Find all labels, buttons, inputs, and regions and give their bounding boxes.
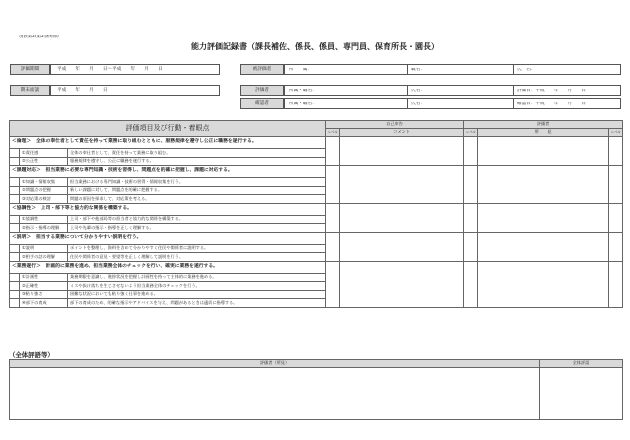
item-description: 業務期限を意識し、進捗状況を把握し計画性を持って主体的に業務を進める。 (68, 273, 326, 282)
evaluator-level-header-2: レベル (609, 129, 623, 137)
confirmer-fields (284, 98, 621, 109)
indent-cell (10, 157, 20, 166)
evaluatee-fields (284, 64, 621, 75)
item-description: 全体の奉仕者として、責任を持って業務に取り組む。 (68, 149, 326, 158)
indent-cell (10, 215, 20, 224)
indent-cell (10, 299, 20, 308)
eval-date-label: 評価日：平成 年 月 日 (517, 89, 586, 93)
evaluator-name-label: 氏名： (411, 89, 425, 93)
evaluator-level-2-cell[interactable] (609, 261, 623, 307)
item-description: 上司・部下や他部局等の担当者と協力的な関係を構築する。 (68, 215, 326, 224)
evaluatee-position-label: 職名： (411, 68, 425, 72)
item-description: 服務規律を遵守し、公正に職務を遂行する。 (68, 157, 326, 166)
indent-cell (10, 244, 20, 253)
period-label: 評価期間 (10, 64, 50, 75)
indent-cell (10, 195, 20, 204)
self-level-cell[interactable] (326, 232, 340, 261)
evaluator-opinion-cell[interactable] (478, 261, 609, 307)
indent-cell (10, 253, 20, 262)
indent-cell (10, 178, 20, 187)
item-description: 部下の育成のため、的確な指示やアドバイスを与え、問題があるときは適切に指導する。 (68, 299, 326, 308)
self-level-cell[interactable] (326, 137, 340, 166)
item-name: ②相手の話の理解 (20, 253, 68, 262)
category-title: ＜協調性＞ 上司・部下等と協力的な関係を構築する。 (10, 203, 326, 215)
item-description: 問題の原因を探求して、対応策を考える。 (68, 195, 326, 204)
items-header: 評価項目及び行動・着眼点 (10, 121, 326, 137)
item-description: 上司や先輩の指示・指導を正しく理解する。 (68, 224, 326, 233)
overall-opinion-cell[interactable] (10, 368, 540, 420)
item-description: 住民や関係者の意見・要望等を正しく理解して説明を行う。 (68, 253, 326, 262)
evaluatee-name-label: 氏 名： (517, 68, 536, 72)
item-name: ②問題点の把握 (20, 186, 68, 195)
overall-section-title: （全体評語等） (9, 351, 54, 359)
self-level-cell[interactable] (326, 203, 340, 232)
evaluation-table (9, 120, 623, 308)
evaluator-label: 評価者 (240, 85, 284, 96)
interview-label: 期末面談 (10, 85, 50, 96)
page-title: 能力評価記録書（課長補佐、係長、係員、専門員、保育所長・園長） (191, 42, 439, 51)
evaluator-dept-label: 所属・職名： (289, 89, 317, 93)
item-name: ①協調性 (20, 215, 68, 224)
indent-cell (10, 186, 20, 195)
overall-table (9, 359, 623, 420)
evaluator-level-cell[interactable] (464, 166, 478, 204)
category-title: ＜説明＞ 担当する業務について分かりやすい説明を行う。 (10, 232, 326, 244)
item-name: ①知識・情報収集 (20, 178, 68, 187)
self-comment-cell[interactable] (340, 203, 464, 232)
evaluator-level-cell[interactable] (464, 232, 478, 261)
confirm-date-label: 確認日：平成 年 月 日 (517, 102, 586, 106)
evaluator-fields (284, 85, 621, 96)
evaluator-opinion-cell[interactable] (478, 203, 609, 232)
self-level-cell[interactable] (326, 166, 340, 204)
indent-cell (10, 282, 20, 291)
item-name: ②正確性 (20, 282, 68, 291)
category-title: ＜課題対応＞ 担当業務に必要な専門知識・技術を習得し、問題点を的確に把握し、課題に対応する。 (10, 166, 326, 178)
item-name: ①計画性 (20, 273, 68, 282)
evaluatee-label: 被評価者 (240, 64, 284, 75)
indent-cell (10, 290, 20, 299)
interview-value[interactable]: 平成 年 月 日 (50, 85, 220, 96)
indent-cell (10, 149, 20, 158)
item-description: ポイントを整理し、資料を含めて分かりやすく住民や関係者に説明する。 (68, 244, 326, 253)
confirmer-name-label: 氏名： (411, 102, 425, 106)
self-comment-cell[interactable] (340, 166, 464, 204)
self-level-header: レベル (326, 129, 340, 137)
item-name: ②公正性 (20, 157, 68, 166)
overall-grade-cell[interactable] (540, 368, 623, 420)
evaluator-opinion-cell[interactable] (478, 166, 609, 204)
self-comment-cell[interactable] (340, 261, 464, 307)
evaluator-level-2-cell[interactable] (609, 137, 623, 166)
item-name: ①責任感 (20, 149, 68, 158)
self-comment-cell[interactable] (340, 137, 464, 166)
evaluator-level-2-cell[interactable] (609, 232, 623, 261)
opinion-header: 所 見 (478, 129, 609, 137)
item-name: ④部下の育成 (20, 299, 68, 308)
item-description: 担当業務における専門知識・技術の習得・情報収集を行う。 (68, 178, 326, 187)
item-name: ③対応策の検討 (20, 195, 68, 204)
self-level-cell[interactable] (326, 261, 340, 307)
evaluator-level-cell[interactable] (464, 137, 478, 166)
evaluator-level-2-cell[interactable] (609, 203, 623, 232)
evaluator-level-header: レベル (464, 129, 478, 137)
indent-cell (10, 224, 20, 233)
confirmer-label: 確認者 (240, 98, 284, 109)
item-description: 困難な状況においても粘り強く仕事を進める。 (68, 290, 326, 299)
self-eval-header: 自己申告 (326, 121, 464, 129)
evaluator-header: 評価者 (464, 121, 623, 129)
overall-grade-header: 全体評語 (540, 360, 623, 368)
item-name: ②指示・指導の理解 (20, 224, 68, 233)
self-comment-cell[interactable] (340, 232, 464, 261)
evaluator-level-2-cell[interactable] (609, 166, 623, 204)
overall-opinion-header: 評価者（所見） (10, 360, 540, 368)
item-description: ミスや抜け落ちを生じさせないよう担当業務全体のチェックを行う。 (68, 282, 326, 291)
category-title: ＜倫理＞ 全体の奉仕者として責任を持って業務に取り組むとともに、服務規律を遵守し公正に職務を遂行する。 (10, 137, 326, 149)
period-value[interactable]: 平成 年 月 日〜平成 年 月 日 (50, 64, 220, 75)
item-description: 新しい課題に対して、問題点を的確に把握する。 (68, 186, 326, 195)
evaluator-opinion-cell[interactable] (478, 137, 609, 166)
item-name: ③粘り強さ (20, 290, 68, 299)
evaluatee-dept-label: 所 属： (289, 68, 312, 72)
indent-cell (10, 273, 20, 282)
form-number: 別表第2(第2条関係) (19, 35, 59, 39)
comment-header: コメント (340, 129, 464, 137)
evaluator-opinion-cell[interactable] (478, 232, 609, 261)
category-title: ＜業務遂行＞ 計画的に業務を進め、担当業務全体のチェックを行い、確実に業務を遂行する。 (10, 261, 326, 273)
item-name: ①説明 (20, 244, 68, 253)
evaluator-level-cell[interactable] (464, 203, 478, 232)
evaluator-level-cell[interactable] (464, 261, 478, 307)
confirmer-dept-label: 所属・職名： (289, 102, 317, 106)
